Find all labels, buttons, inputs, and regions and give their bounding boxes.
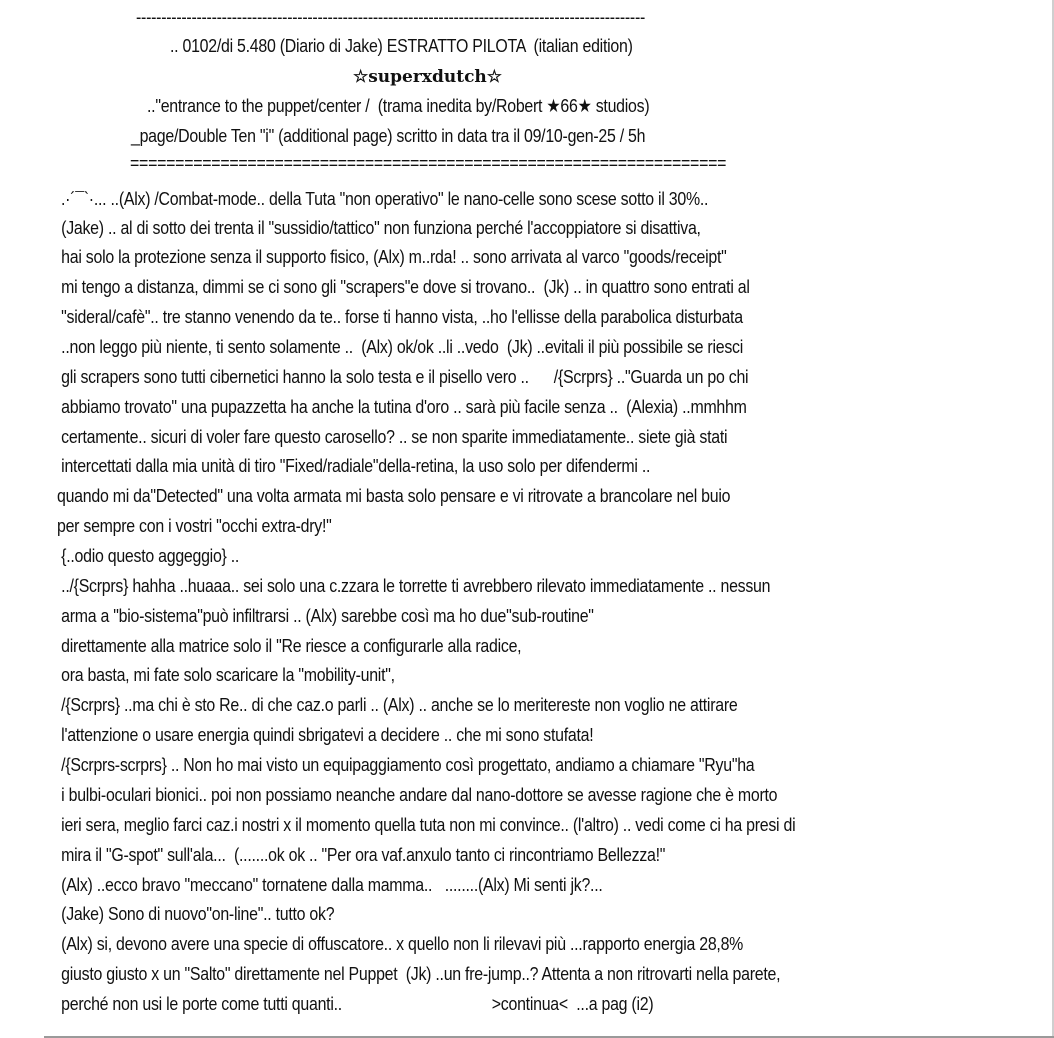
body-line: per sempre con i vostri "occhi extra-dry!"	[57, 515, 332, 536]
header-rule-top: -----------------------------------------------------------------------------------------------------	[136, 6, 646, 27]
body-line: "sideral/cafè".. tre stanno venendo da te.. forse ti hanno vista, ..ho l'ellisse della parabolica disturbata	[57, 306, 743, 327]
author-name: ☆superxdutch☆	[353, 67, 503, 87]
header-line-4: _page/Double Ten "i" (additional page) scritto in data tra il 09/10-gen-25 / 5h	[131, 125, 646, 146]
body-line: direttamente alla matrice solo il "Re riesce a configurarle alla radice,	[57, 635, 522, 656]
body-line: arma a "bio-sistema"può infiltrarsi .. (Alx) sarebbe così ma ho due"sub-routine"	[57, 605, 594, 626]
body-line: (Alx) ..ecco bravo "meccano" tornatene dalla mamma.. ........(Alx) Mi senti jk?...	[57, 874, 603, 895]
body-line: (Alx) si, devono avere una specie di offuscatore.. x quello non li rilevavi più ...rapporto energia 28,8%	[57, 933, 744, 954]
body-line: mira il "G-spot" sull'ala... (.......ok ok .. "Per ora vaf.anxulo tanto ci rincontriamo Bellezza!"	[57, 844, 666, 865]
body-line: intercettati dalla mia unità di tiro "Fixed/radiale"della-retina, la uso solo per difendermi ..	[57, 455, 651, 476]
body-line: ora basta, mi fate solo scaricare la "mobility-unit",	[57, 664, 395, 685]
body-line: giusto giusto x un "Salto" direttamente nel Puppet (Jk) ..un fre-jump..? Attenta a non ritrovarti nella parete,	[57, 963, 781, 984]
body-line: {..odio questo aggeggio} ..	[57, 545, 240, 566]
body-line: abbiamo trovato" una pupazzetta ha anche la tutina d'oro .. sarà più facile senza .. (Alexia) ..mmhhm	[57, 396, 747, 417]
body-line: gli scrapers sono tutti cibernetici hanno la solo testa e il pisello vero .. /{Scrprs} .."Guarda un po chi	[57, 366, 749, 387]
header-line-3: .."entrance to the puppet/center / (trama inedita by/Robert ★66★ studios)	[147, 95, 650, 116]
body-line: l'attenzione o usare energia quindi sbrigatevi a decidere .. che mi sono stufata!	[57, 724, 594, 745]
body-line: .·´¯`·... ..(Alx) /Combat-mode.. della Tuta "non operativo" le nano-celle sono scese sotto il 30%..	[61, 188, 709, 209]
body-line: /{Scrprs} ..ma chi è sto Re.. di che caz.o parli .. (Alx) .. anche se lo meritereste non voglio ne attirare	[57, 694, 738, 715]
header-line-1: .. 0102/di 5.480 (Diario di Jake) ESTRATTO PILOTA (italian edition)	[170, 35, 633, 56]
body-line: ../{Scrprs} hahha ..huaaa.. sei solo una c.zzara le torrette ti avrebbero rilevato immediatamente .. nessun	[57, 575, 771, 596]
body-line: ieri sera, meglio farci caz.i nostri x il momento quella tuta non mi convince.. (l'altro) .. vedi come ci ha presi di	[57, 814, 796, 835]
body-line: i bulbi-oculari bionici.. poi non possiamo neanche andare dal nano-dottore se avesse ragione che è morto	[57, 784, 778, 805]
body-line: (Jake) Sono di nuovo"on-line".. tutto ok?	[57, 903, 335, 924]
body-line: perché non usi le porte come tutti quanti.. >continua< ...a pag (i2)	[57, 993, 654, 1014]
header-rule-bottom: ==================================================================	[130, 152, 727, 173]
body-line: hai solo la protezione senza il supporto fisico, (Alx) m..rda! .. sono arrivata al varco "goods/receipt"	[57, 246, 727, 267]
body-line: certamente.. sicuri di voler fare questo carosello? .. se non sparite immediatamente.. siete già stati	[57, 426, 728, 447]
body-line: mi tengo a distanza, dimmi se ci sono gli "scrapers"e dove si trovano.. (Jk) .. in quattro sono entrati al	[57, 276, 750, 297]
body-line: (Jake) .. al di sotto dei trenta il "sussidio/tattico" non funziona perché l'accoppiatore si disattiva,	[57, 217, 701, 238]
body-line: quando mi da"Detected" una volta armata mi basta solo pensare e vi ritrovate a brancolare nel buio	[57, 485, 731, 506]
body-line: /{Scrprs-scrprs} .. Non ho mai visto un equipaggiamento così progettato, andiamo a chiamare "Ryu"ha	[57, 754, 755, 775]
body-line: ..non leggo più niente, ti sento solamente .. (Alx) ok/ok ..li ..vedo (Jk) ..evitali il più possibile se riesci	[57, 336, 743, 357]
